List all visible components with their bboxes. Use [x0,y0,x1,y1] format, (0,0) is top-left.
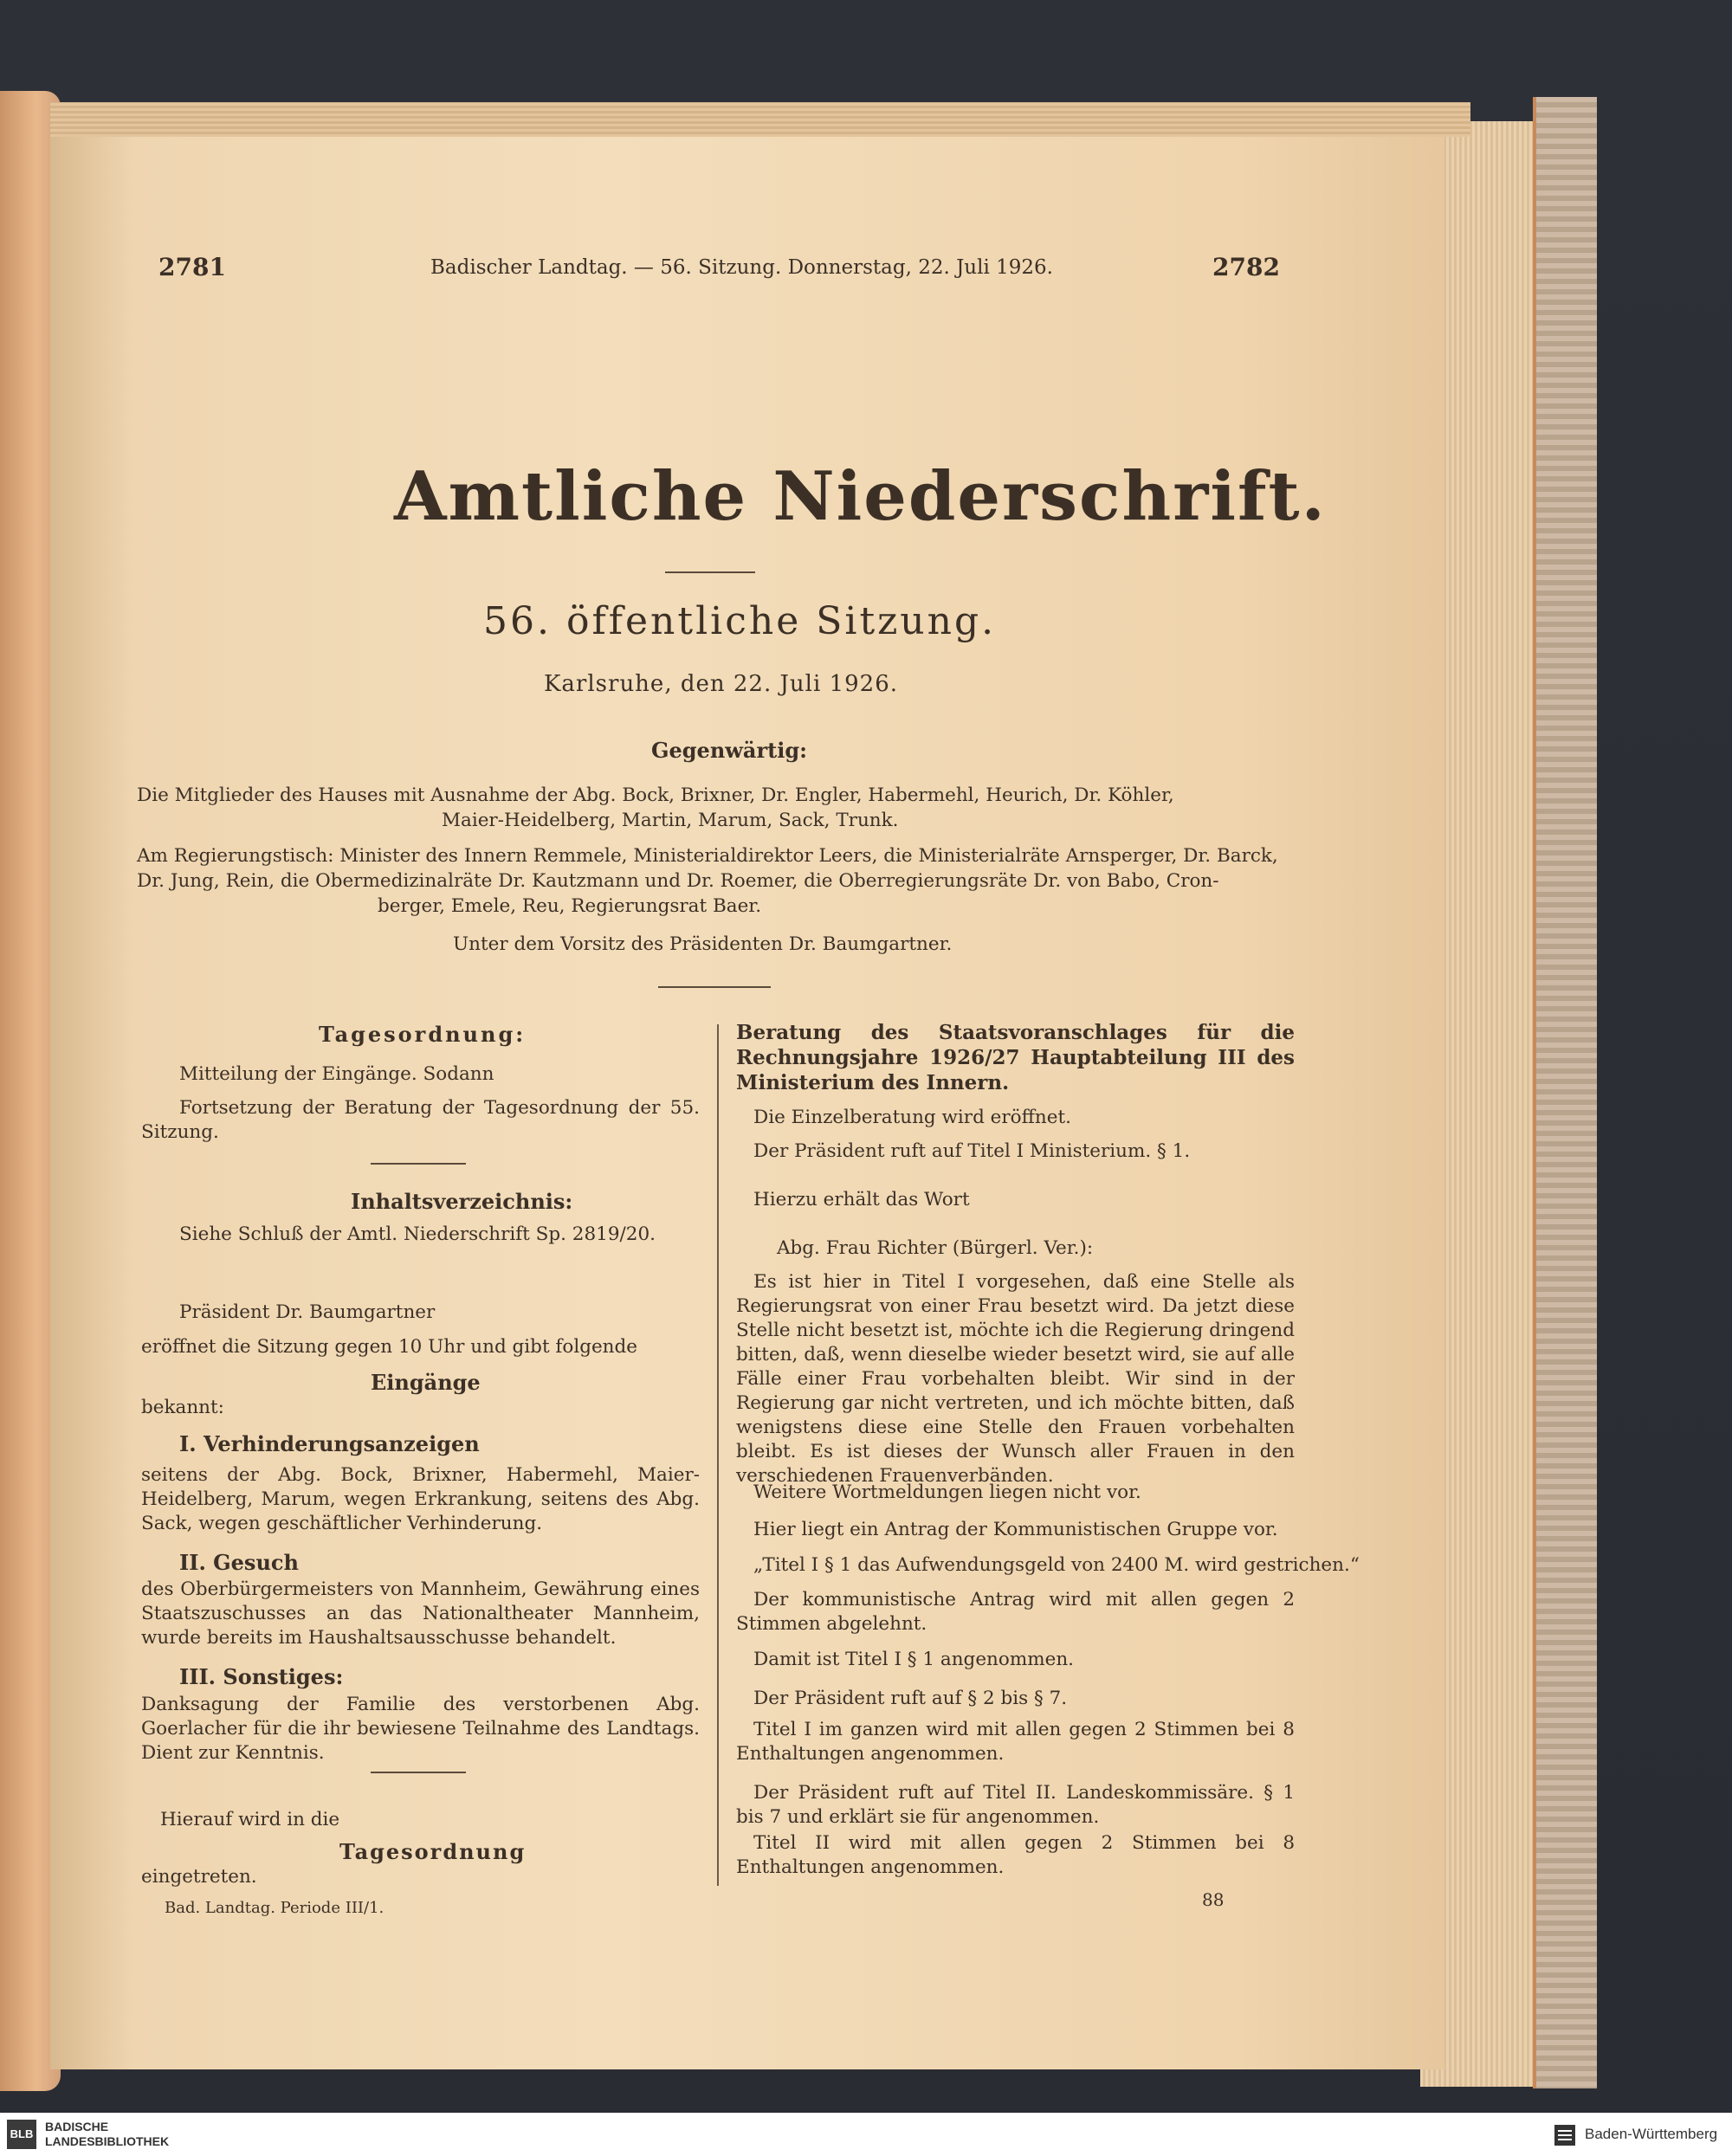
right-para-11: Der Präsident ruft auf Titel II. Landeskommissäre. § 1 bis 7 und erklärt sie für angenommen. [736,1782,1295,1828]
right-para-2: Der Präsident ruft auf Titel I Ministerium. § 1. [753,1140,1191,1162]
place-date: Karlsruhe, den 22. Juli 1926. [544,671,898,697]
signature-mark: 88 [1202,1889,1225,1910]
header-divider [658,986,771,988]
government-line-3: berger, Emele, Reu, Regierungsrat Baer. [378,895,762,917]
session-title: 56. öffentliche Sitzung. [483,599,997,643]
budget-heading: Beratung des Staatsvoranschlages für die Rechnungsjahre 1926/27 Hauptabteilung III des Ministerium des Innern. [736,1021,1295,1094]
sections-divider [371,1772,466,1773]
members-line-2: Maier-Heidelberg, Martin, Marum, Sack, Trunk. [442,810,899,831]
proceed-line: Hierauf wird in die [160,1809,340,1830]
section-2-heading: II. Gesuch [179,1550,299,1575]
right-para-10: Titel I im ganzen wird mit allen gegen 2 Stimmen bei 8 Enthaltungen angenommen. [736,1719,1295,1765]
section-3-text: Danksagung der Familie des verstorbenen Abg. Goerlacher für die ihr bewiesene Teilnahme des Landtags. Dient zur Kenntnis. [141,1694,700,1764]
running-title: Badischer Landtag. — 56. Sitzung. Donnerstag, 22. Juli 1926. [430,256,1053,279]
entered-line: eingetreten. [141,1866,257,1888]
members-line-1: Die Mitglieder des Hauses mit Ausnahme der Abg. Bock, Brixner, Dr. Engler, Habermehl, Heurich, Dr. Köhler, [137,784,1174,806]
partner-name: Baden-Württemberg [1585,2126,1718,2142]
section-1-heading: I. Verhinderungsanzeigen [179,1431,480,1456]
footnote: Bad. Landtag. Periode III/1. [165,1899,385,1917]
document-title: Amtliche Niederschrift. [394,457,1327,536]
right-para-3: Hierzu erhält das Wort [753,1189,970,1210]
page-top-band [50,102,1470,137]
right-para-5: Hier liegt ein Antrag der Kommunistischen Gruppe vor. [753,1519,1278,1540]
right-para-7: Der kommunistische Antrag wird mit allen gegen 2 Stimmen abgelehnt. [736,1589,1295,1635]
right-para-12: Titel II wird mit allen gegen 2 Stimmen bei 8 Enthaltungen angenommen. [736,1832,1295,1878]
government-line-2: Dr. Jung, Rein, die Obermedizinalräte Dr. Kautzmann und Dr. Roemer, die Oberregierungsräte Dr. von Babo, Cron- [137,870,1219,892]
section-3-heading: III. Sonstiges: [179,1664,344,1689]
viewer-footer [0,2113,1732,2156]
right-para-8: Damit ist Titel I § 1 angenommen. [753,1649,1075,1670]
speech-text: Es ist hier in Titel I vorgesehen, daß eine Stelle als Regierungsrat von einer Frau besetzt wird. Da jetzt diese Stelle nicht besetzt ist, möchte ich die Regierung dringend bitten, daß, wenn dieselbe wieder besetzt wird, sie auf alle Fälle einer Frau vorbehalten bleibt. Wir sind in der Regierung gar nicht vertreten, und ich möchte bitten, daß wenigstens diese eine Stelle den Frauen vorbehalten bleibt. Es ist dieses der Wunsch aller Frauen in den verschiedenen Frauenverbänden. [736,1271,1295,1487]
page-number-right: 2782 [1212,253,1280,281]
library-name: BADISCHE LANDESBIBLIOTHEK [45,2120,170,2148]
right-para-4: Weitere Wortmeldungen liegen nicht vor. [753,1481,1141,1503]
coat-of-arms-icon [1553,2123,1577,2147]
page-number-left: 2781 [158,253,226,281]
section-2-text: des Oberbürgermeisters von Mannheim, Gewährung eines Staatszuschusses an das Nationaltheater Mannheim, wurde bereits im Haushaltsausschusse behandelt. [141,1578,700,1649]
section-1-text: seitens der Abg. Bock, Brixner, Habermehl, Maier-Heidelberg, Marum, wegen Erkrankung, seitens des Abg. Sack, wegen geschäftlicher Verhinderung. [141,1464,700,1534]
agenda-label: Tagesordnung [339,1839,527,1864]
right-para-9: Der Präsident ruft auf § 2 bis § 7. [753,1688,1068,1709]
present-heading: Gegenwärtig: [651,738,807,763]
blb-logo-icon: BLB [7,2120,36,2149]
contents-heading: Inhaltsverzeichnis: [351,1189,573,1214]
incoming-heading: Eingänge [371,1370,481,1395]
agenda-divider [371,1163,466,1165]
opening-line: eröffnet die Sitzung gegen 10 Uhr und gibt folgende [141,1336,638,1358]
contents-text: Siehe Schluß der Amtl. Niederschrift Sp. 2819/20. [179,1223,656,1245]
title-divider [665,571,755,573]
agenda-heading: Tagesordnung: [319,1022,527,1047]
speaker-line: Abg. Frau Richter (Bürgerl. Ver.): [777,1237,1094,1259]
government-line-1: Am Regierungstisch: Minister des Innern Remmele, Ministerialdirektor Leers, die Ministerialräte Arnsperger, Dr. Barck, [137,845,1278,867]
book-cover-right [1533,97,1597,2088]
president-name: Präsident Dr. Baumgartner [179,1301,436,1323]
chair-line: Unter dem Vorsitz des Präsidenten Dr. Baumgartner. [453,933,953,955]
announced-label: bekannt: [141,1397,224,1418]
right-para-1: Die Einzelberatung wird eröffnet. [753,1107,1071,1128]
agenda-item-1: Mitteilung der Eingänge. Sodann [179,1063,494,1085]
column-divider [717,1024,719,1886]
right-para-6: „Titel I § 1 das Aufwendungsgeld von 2400 M. wird gestrichen.“ [753,1554,1360,1576]
agenda-item-2: Fortsetzung der Beratung der Tagesordnung der 55. Sitzung. [141,1097,700,1143]
